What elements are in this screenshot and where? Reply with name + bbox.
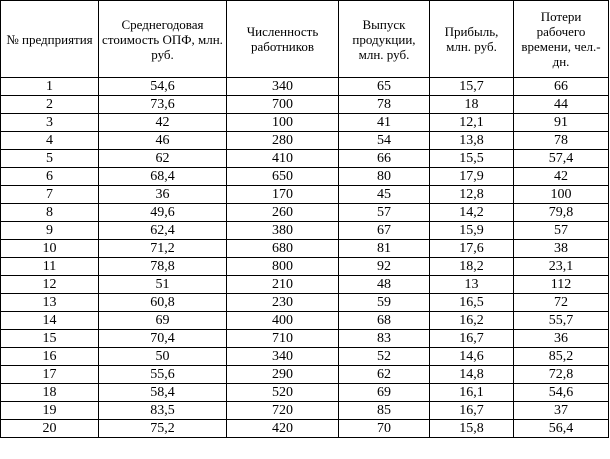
cell-fixed-assets-cost: 58,4 [99,384,227,402]
header-employee-count: Численность работников [227,1,339,78]
cell-fixed-assets-cost: 60,8 [99,294,227,312]
cell-employee-count: 420 [227,420,339,438]
cell-fixed-assets-cost: 36 [99,186,227,204]
cell-profit: 16,2 [430,312,514,330]
cell-fixed-assets-cost: 69 [99,312,227,330]
cell-enterprise-number: 20 [1,420,99,438]
cell-profit: 15,9 [430,222,514,240]
table-row [1,294,609,312]
cell-enterprise-number: 4 [1,132,99,150]
cell-lost-work-time: 66 [514,78,609,96]
cell-employee-count: 340 [227,78,339,96]
cell-lost-work-time: 37 [514,402,609,420]
cell-lost-work-time: 100 [514,186,609,204]
cell-enterprise-number: 17 [1,366,99,384]
cell-output: 70 [339,420,430,438]
table-row [1,258,609,276]
table-row [1,114,609,132]
table-row [1,384,609,402]
table-row [1,366,609,384]
cell-fixed-assets-cost: 55,6 [99,366,227,384]
cell-output: 41 [339,114,430,132]
cell-lost-work-time: 42 [514,168,609,186]
table-row [1,186,609,204]
cell-lost-work-time: 57,4 [514,150,609,168]
cell-enterprise-number: 2 [1,96,99,114]
cell-fixed-assets-cost: 75,2 [99,420,227,438]
cell-profit: 18,2 [430,258,514,276]
cell-fixed-assets-cost: 71,2 [99,240,227,258]
table-body [1,78,609,438]
table-row [1,348,609,366]
cell-enterprise-number: 9 [1,222,99,240]
cell-employee-count: 710 [227,330,339,348]
cell-output: 69 [339,384,430,402]
cell-profit: 16,7 [430,402,514,420]
cell-output: 65 [339,78,430,96]
table-row [1,204,609,222]
cell-fixed-assets-cost: 49,6 [99,204,227,222]
cell-output: 62 [339,366,430,384]
cell-fixed-assets-cost: 83,5 [99,402,227,420]
table-row [1,240,609,258]
cell-profit: 18 [430,96,514,114]
table-row [1,96,609,114]
cell-enterprise-number: 15 [1,330,99,348]
cell-profit: 14,2 [430,204,514,222]
cell-profit: 16,5 [430,294,514,312]
cell-enterprise-number: 12 [1,276,99,294]
cell-output: 59 [339,294,430,312]
cell-fixed-assets-cost: 70,4 [99,330,227,348]
cell-employee-count: 340 [227,348,339,366]
cell-profit: 14,6 [430,348,514,366]
cell-employee-count: 800 [227,258,339,276]
cell-enterprise-number: 16 [1,348,99,366]
cell-employee-count: 290 [227,366,339,384]
cell-enterprise-number: 8 [1,204,99,222]
cell-lost-work-time: 85,2 [514,348,609,366]
cell-output: 67 [339,222,430,240]
table-row [1,150,609,168]
table-row [1,222,609,240]
cell-output: 57 [339,204,430,222]
cell-enterprise-number: 3 [1,114,99,132]
cell-output: 68 [339,312,430,330]
cell-employee-count: 100 [227,114,339,132]
cell-fixed-assets-cost: 68,4 [99,168,227,186]
cell-lost-work-time: 72,8 [514,366,609,384]
cell-employee-count: 720 [227,402,339,420]
cell-lost-work-time: 44 [514,96,609,114]
cell-profit: 12,8 [430,186,514,204]
cell-employee-count: 680 [227,240,339,258]
cell-output: 66 [339,150,430,168]
cell-enterprise-number: 1 [1,78,99,96]
cell-profit: 16,7 [430,330,514,348]
header-profit: Прибыль, млн. руб. [430,1,514,78]
cell-profit: 17,6 [430,240,514,258]
cell-output: 45 [339,186,430,204]
cell-fixed-assets-cost: 62 [99,150,227,168]
table-row [1,402,609,420]
cell-profit: 16,1 [430,384,514,402]
cell-employee-count: 260 [227,204,339,222]
cell-employee-count: 280 [227,132,339,150]
cell-enterprise-number: 13 [1,294,99,312]
header-fixed-assets-cost: Среднегодовая стоимость ОПФ, млн. руб. [99,1,227,78]
cell-lost-work-time: 57 [514,222,609,240]
cell-employee-count: 700 [227,96,339,114]
cell-lost-work-time: 36 [514,330,609,348]
cell-profit: 12,1 [430,114,514,132]
cell-fixed-assets-cost: 51 [99,276,227,294]
cell-profit: 13 [430,276,514,294]
header-enterprise-number: № предприятия [1,1,99,78]
cell-output: 54 [339,132,430,150]
cell-enterprise-number: 14 [1,312,99,330]
cell-output: 48 [339,276,430,294]
cell-employee-count: 410 [227,150,339,168]
cell-output: 78 [339,96,430,114]
header-output: Выпуск продукции, млн. руб. [339,1,430,78]
cell-output: 80 [339,168,430,186]
cell-profit: 14,8 [430,366,514,384]
cell-enterprise-number: 10 [1,240,99,258]
cell-profit: 15,5 [430,150,514,168]
cell-lost-work-time: 78 [514,132,609,150]
cell-employee-count: 520 [227,384,339,402]
cell-fixed-assets-cost: 46 [99,132,227,150]
cell-enterprise-number: 18 [1,384,99,402]
cell-employee-count: 380 [227,222,339,240]
cell-fixed-assets-cost: 50 [99,348,227,366]
table-row [1,276,609,294]
cell-enterprise-number: 11 [1,258,99,276]
cell-fixed-assets-cost: 73,6 [99,96,227,114]
cell-lost-work-time: 54,6 [514,384,609,402]
cell-output: 52 [339,348,430,366]
cell-profit: 17,9 [430,168,514,186]
cell-employee-count: 230 [227,294,339,312]
cell-lost-work-time: 56,4 [514,420,609,438]
cell-employee-count: 650 [227,168,339,186]
table-row [1,330,609,348]
cell-enterprise-number: 5 [1,150,99,168]
cell-output: 92 [339,258,430,276]
header-row [1,1,609,78]
cell-lost-work-time: 38 [514,240,609,258]
cell-enterprise-number: 7 [1,186,99,204]
cell-employee-count: 400 [227,312,339,330]
cell-enterprise-number: 19 [1,402,99,420]
cell-lost-work-time: 79,8 [514,204,609,222]
cell-fixed-assets-cost: 42 [99,114,227,132]
cell-profit: 15,7 [430,78,514,96]
cell-lost-work-time: 72 [514,294,609,312]
cell-profit: 13,8 [430,132,514,150]
cell-lost-work-time: 55,7 [514,312,609,330]
cell-fixed-assets-cost: 78,8 [99,258,227,276]
cell-profit: 15,8 [430,420,514,438]
header-lost-work-time: Потери рабочего времени, чел.-дн. [514,1,609,78]
cell-output: 81 [339,240,430,258]
cell-enterprise-number: 6 [1,168,99,186]
table-row [1,78,609,96]
cell-lost-work-time: 23,1 [514,258,609,276]
table-row [1,132,609,150]
cell-output: 83 [339,330,430,348]
cell-fixed-assets-cost: 62,4 [99,222,227,240]
table-row [1,168,609,186]
cell-output: 85 [339,402,430,420]
table-row [1,312,609,330]
cell-employee-count: 210 [227,276,339,294]
cell-fixed-assets-cost: 54,6 [99,78,227,96]
cell-lost-work-time: 91 [514,114,609,132]
table-row [1,420,609,438]
cell-lost-work-time: 112 [514,276,609,294]
cell-employee-count: 170 [227,186,339,204]
